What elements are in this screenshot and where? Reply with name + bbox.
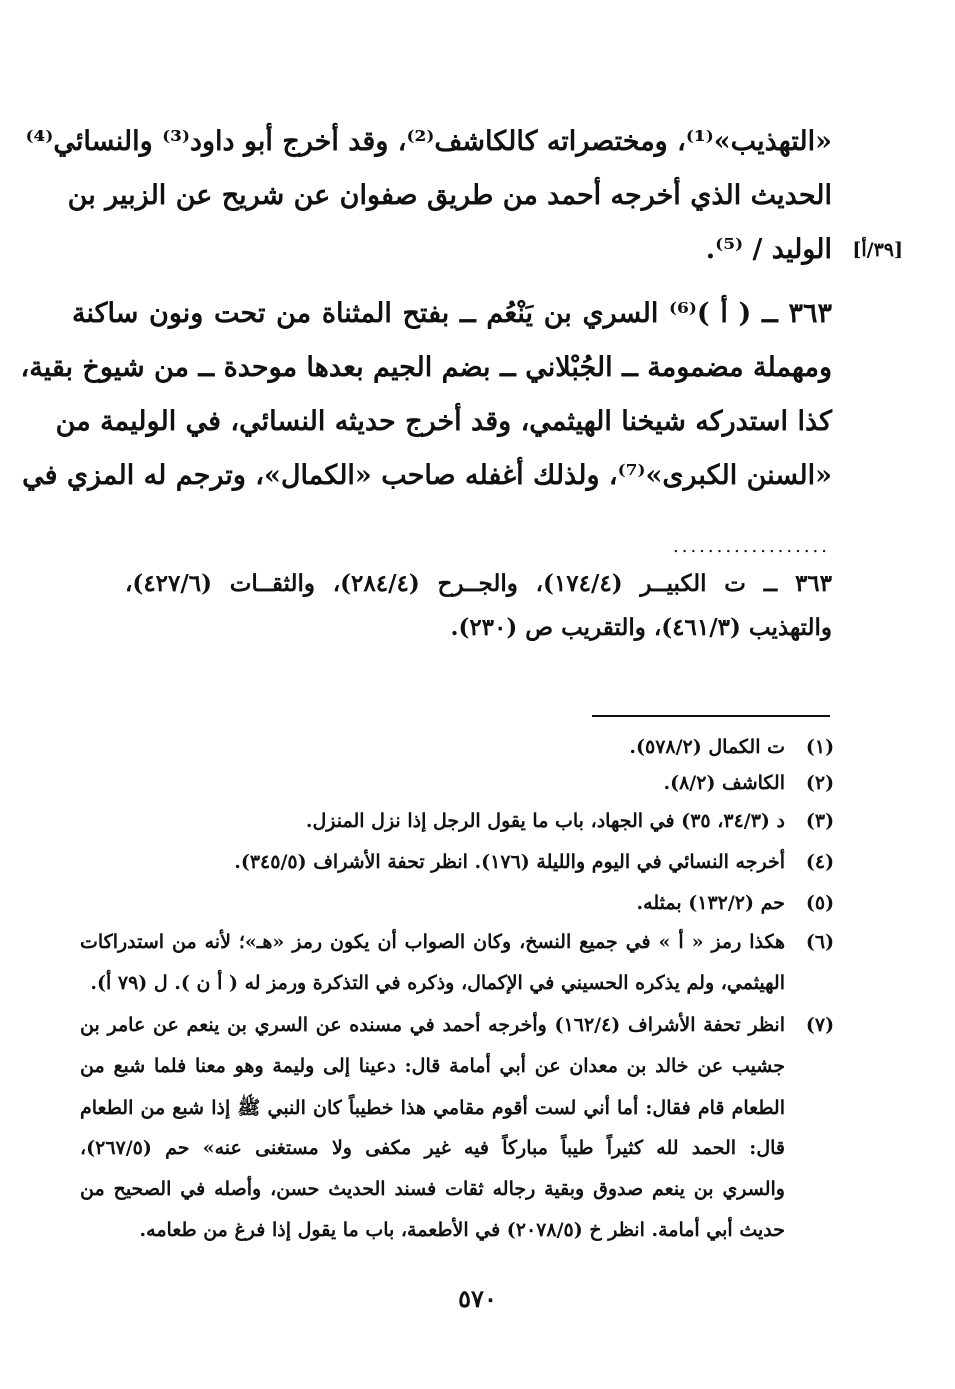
footnote-number: (٣) [805, 810, 835, 832]
reference-line: ٣٦٣ ــ ت الكبيــر (١٧٤/٤)، والجــرح (٢٨٤/٤)، والثقــات (٤٢٧/٦)، [125, 570, 832, 597]
footnote-text: ت الكمال (٥٧٨/٢). [629, 736, 785, 758]
main-text-line: الوليد / ⁽⁵⁾. [705, 234, 832, 265]
footnote-text: أخرجه النسائي في اليوم والليلة (١٧٦). انظر تحفة الأشراف (٣٤٥/٥). [234, 851, 785, 873]
footnote-separator-rule [592, 715, 830, 717]
footnote-text: والسري بن ينعم صدوق وبقية رجاله ثقات فسند الحديث حسن، وأصله في الصحيح من [80, 1178, 785, 1200]
footnote-number: (٧) [805, 1014, 835, 1036]
footnote-number: (٢) [805, 772, 835, 794]
margin-folio-reference: [٣٩/أ] [852, 239, 903, 261]
main-text-line: «السنن الكبرى»⁽⁷⁾، ولذلك أغفله صاحب «الكمال»، وترجم له المزي في [22, 460, 832, 491]
footnote-text: جشيب عن خالد بن معدان عن أبي أمامة قال: دعينا إلى وليمة وهو معنا فلما شبع من [80, 1055, 785, 1077]
footnote-text: الطعام قام فقال: أما أني لست أقوم مقامي هذا خطيباً كان النبي ﷺ إذا شبع من الطعام [80, 1097, 785, 1119]
reference-line: والتهذيب (٤٦١/٣)، والتقريب ص (٢٣٠). [450, 614, 832, 641]
footnote-number: (٥) [805, 892, 835, 914]
footnote-number: (٤) [805, 851, 835, 873]
main-text-line: «التهذيب»⁽¹⁾، ومختصراته كالكاشف⁽²⁾، وقد أخرج أبو داود⁽³⁾ والنسائي⁽⁴⁾ [25, 126, 832, 157]
main-text-line: ٣٦٣ ــ ( أ )⁽⁶⁾ السري بن يَنْعُم ــ بفتح المثناة من تحت ونون ساكنة [72, 298, 832, 329]
footnote-number: (١) [805, 736, 835, 758]
footnote-text: حم (١٣٢/٢) بمثله. [636, 892, 785, 914]
footnote-number: (٦) [805, 931, 835, 953]
page-number: ٥٧٠ [458, 1284, 497, 1313]
main-text-line: كذا استدركه شيخنا الهيثمي، وقد أخرج حديثه النسائي، في الوليمة من [55, 406, 832, 437]
footnote-text: الهيثمي، ولم يذكره الحسيني في الإكمال، وذكره في التذكرة ورمز له ( أ ن ). ل (٧٩ أ). [90, 972, 785, 994]
main-text-line: الحديث الذي أخرجه أحمد من طريق صفوان عن شريح عن الزبير بن [67, 180, 832, 211]
footnote-text: الكاشف (٨/٢). [663, 772, 785, 794]
footnote-text: انظر تحفة الأشراف (١٦٢/٤) وأخرجه أحمد في مسنده عن السري بن ينعم عن عامر بن [80, 1014, 785, 1036]
footnote-text: قال: الحمد لله كثيراً طيباً مباركاً فيه غير مكفى ولا مستغنى عنه» حم (٢٦٧/٥)، [80, 1137, 785, 1159]
footnote-text: حديث أبي أمامة. انظر خ (٢٠٧٨/٥) في الأطعمة، باب ما يقول إذا فرغ من طعامه. [139, 1219, 785, 1241]
footnote-text: هكذا رمز « أ » في جميع النسخ، وكان الصواب أن يكون رمز «هـ»؛ لأنه من استدراكات [80, 931, 785, 953]
footnote-text: د (٣٤/٣، ٣٥) في الجهاد، باب ما يقول الرجل إذا نزل المنزل. [305, 810, 785, 832]
dotted-separator: .................. [673, 536, 830, 557]
main-text-line: ومهملة مضمومة ــ الجُبْلاني ــ بضم الجيم بعدها موحدة ــ من شيوخ بقية، [20, 352, 832, 383]
